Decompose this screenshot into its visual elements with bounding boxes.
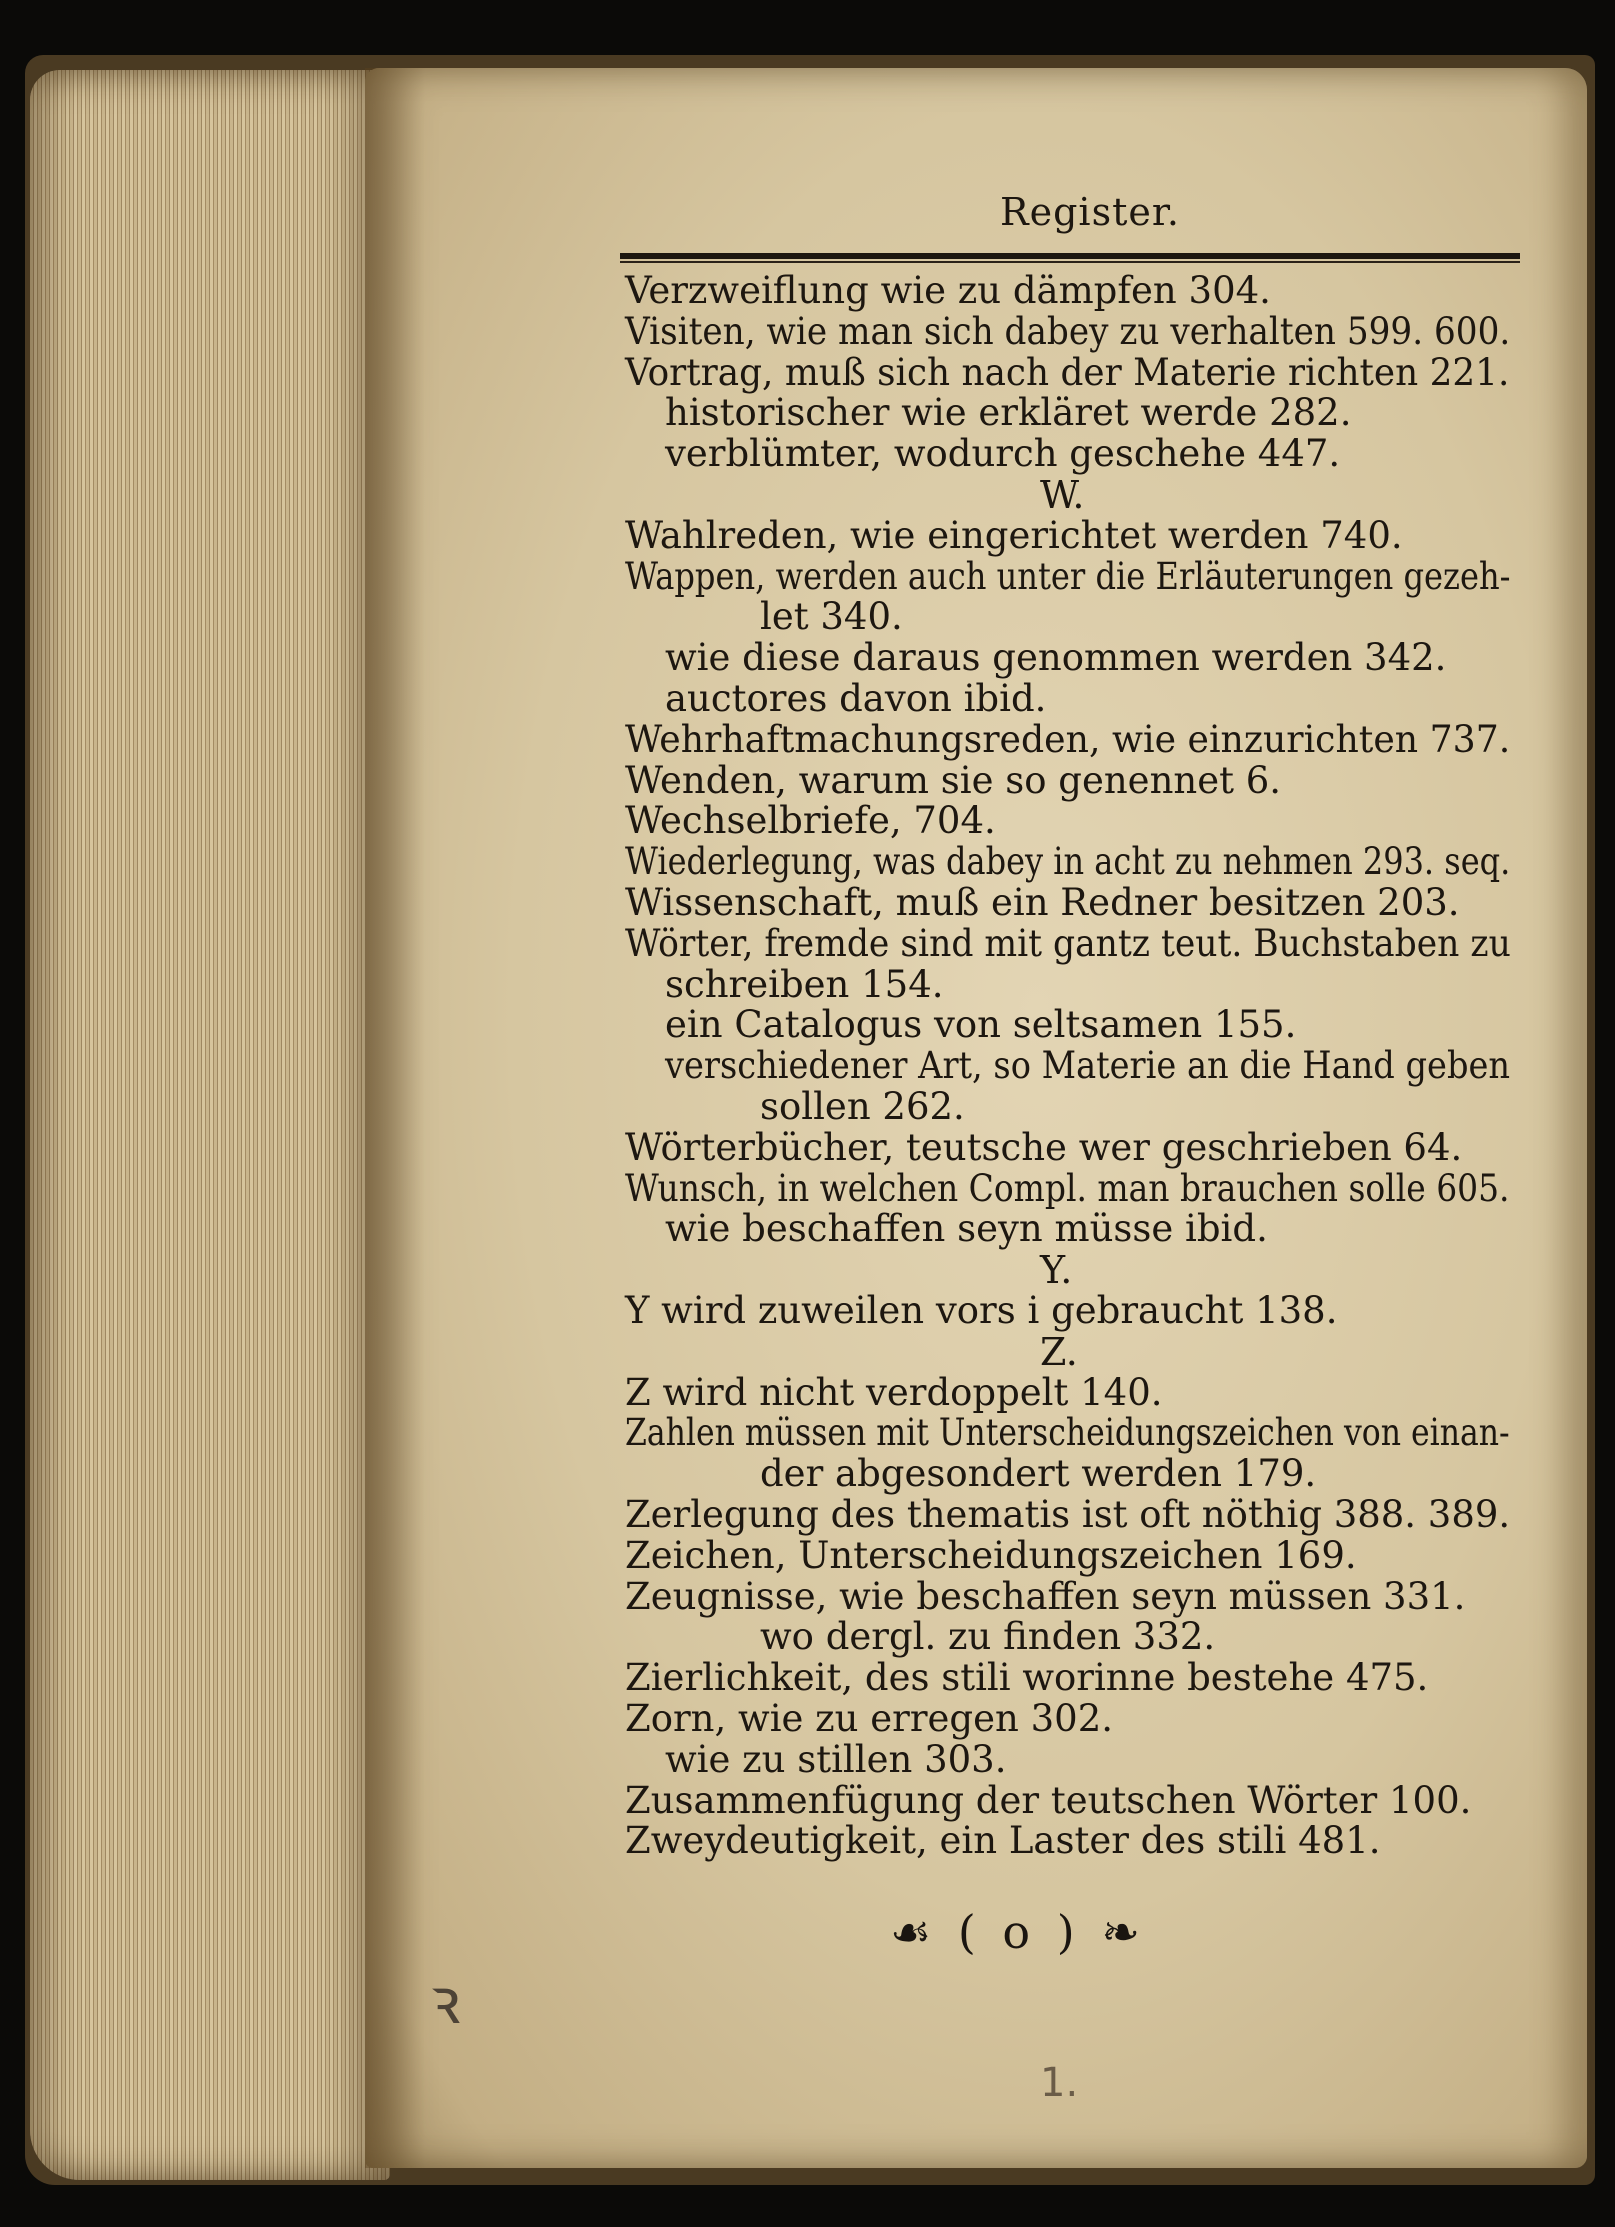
register-entry: Wechselbriefe, 704. xyxy=(625,799,996,843)
section-letter: Y. xyxy=(1040,1248,1073,1293)
register-entry: wie beschaffen seyn müsse ibid. xyxy=(665,1207,1268,1251)
section-letter: Z. xyxy=(1040,1329,1078,1374)
register-entry: wie diese daraus genommen werden 342. xyxy=(665,636,1447,680)
register-entry: Zerlegung des thematis ist oft nöthig 388. 389. xyxy=(625,1493,1511,1536)
register-entry: Wissenschaft, muß ein Redner besitzen 203. xyxy=(625,881,1460,924)
header-rule-thin xyxy=(620,261,1520,263)
register-entry: Vortrag, muß sich nach der Materie richten 221. xyxy=(625,350,1510,394)
register-entry: Wörterbücher, teutsche wer geschrieben 64. xyxy=(625,1125,1463,1169)
page-gutter xyxy=(365,68,425,2168)
register-entry: sollen 262. xyxy=(760,1085,965,1128)
register-entry: Wörter, fremde sind mit gantz teut. Buchstaben zu xyxy=(625,921,1511,965)
register-entry: historischer wie erkläret werde 282. xyxy=(665,391,1352,435)
register-entry: Wiederlegung, was dabey in acht zu nehmen 293. seq. xyxy=(625,840,1511,884)
register-entry: Zweydeutigkeit, ein Laster des stili 481. xyxy=(625,1819,1381,1863)
register-entry: Zusammenfügung der teutschen Wörter 100. xyxy=(625,1778,1472,1822)
register-entry: Zorn, wie zu erregen 302. xyxy=(625,1697,1113,1740)
register-entry: Zeugnisse, wie beschaffen seyn müssen 331. xyxy=(625,1574,1466,1618)
register-entry: der abgesondert werden 179. xyxy=(760,1452,1317,1496)
register-entry: schreiben 154. xyxy=(665,962,944,1006)
register-entry: verschiedener Art, so Materie an die Hand geben xyxy=(665,1044,1511,1088)
register-entry: Zahlen müssen mit Unterscheidungszeichen von einan- xyxy=(625,1411,1510,1455)
register-entry: wie zu stillen 303. xyxy=(665,1737,1007,1781)
section-letter: W. xyxy=(1040,473,1085,517)
register-entry: auctores davon ibid. xyxy=(665,677,1047,720)
register-entry: wo dergl. zu finden 332. xyxy=(760,1615,1216,1659)
register-entry: let 340. xyxy=(760,595,903,639)
header-rule xyxy=(620,253,1520,259)
register-entry: Zeichen, Unterscheidungszeichen 169. xyxy=(625,1533,1357,1577)
register-entry: Visiten, wie man sich dabey zu verhalten 599. 600. xyxy=(625,309,1511,353)
running-head: Register. xyxy=(1000,190,1180,234)
register-entry: ein Catalogus von seltsamen 155. xyxy=(665,1003,1297,1047)
register-entry: Y wird zuweilen vors i gebraucht 138. xyxy=(625,1289,1338,1332)
register-entry: Wahlreden, wie eingerichtet werden 740. xyxy=(625,513,1403,557)
page-edges xyxy=(30,70,390,2180)
register-entry: verblümter, wodurch geschehe 447. xyxy=(665,432,1341,476)
pencil-annotation: ꝛ xyxy=(430,1965,461,2039)
pencil-annotation-2: 1. xyxy=(1040,2060,1079,2106)
register-entry: Wehrhaftmachungsreden, wie einzurichten 737. xyxy=(625,717,1511,761)
register-entry: Zierlichkeit, des stili worinne bestehe 475. xyxy=(625,1656,1429,1700)
register-entry: Wunsch, in welchen Compl. man brauchen solle 605. xyxy=(625,1166,1510,1210)
end-ornament: ☙ ( o ) ❧ xyxy=(890,1905,1146,1959)
register-entry: Z wird nicht verdoppelt 140. xyxy=(625,1370,1163,1414)
register-entry: Wenden, warum sie so genennet 6. xyxy=(625,758,1282,802)
register-entry: Wappen, werden auch unter die Erläuterungen gezeh- xyxy=(625,554,1511,598)
register-entry: Verzweiflung wie zu dämpfen 304. xyxy=(625,269,1271,312)
